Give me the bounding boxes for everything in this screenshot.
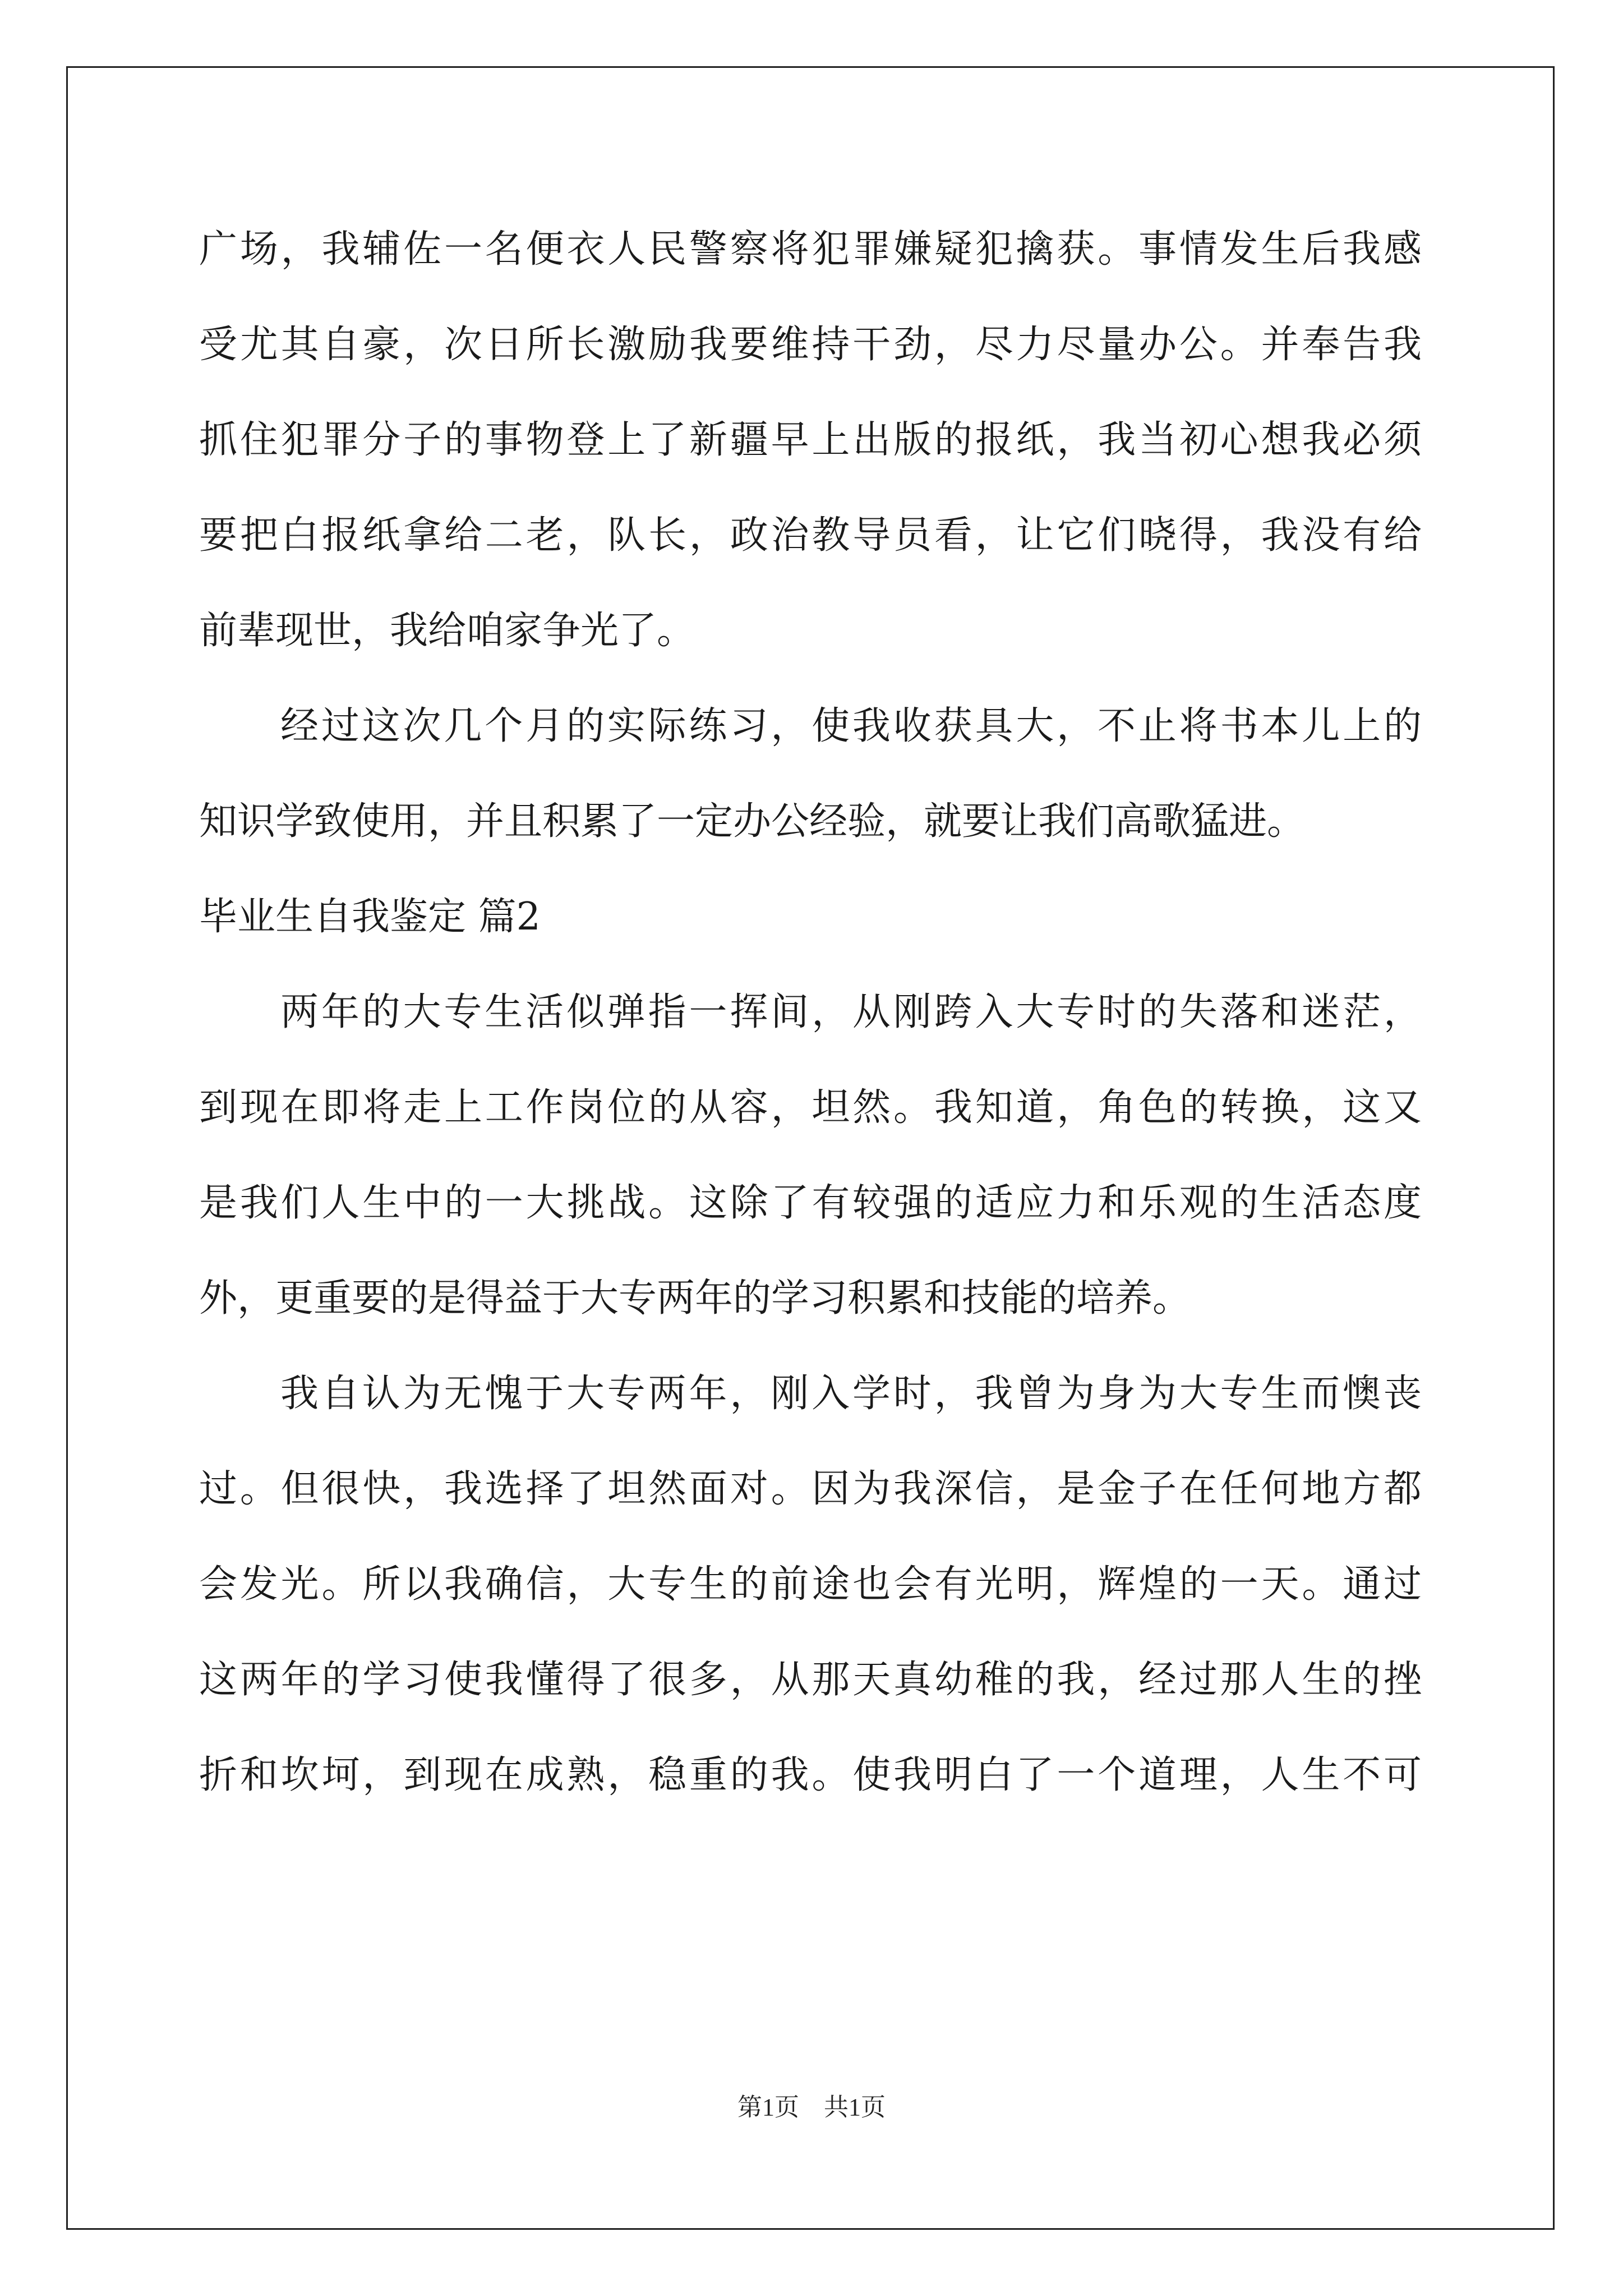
text-line: 抓住犯罪分子的事物登上了新疆早上出版的报纸，我当初心想我必须 [199, 418, 1422, 462]
text-line: 外，更重要的是得益于大专两年的学习积累和技能的培养。 [199, 1276, 1191, 1320]
text-line: 到现在即将走上工作岗位的从容，坦然。我知道，角色的转换，这又 [199, 1085, 1422, 1130]
text-line: 前辈现世，我给咱家争光了。 [199, 609, 695, 653]
text-line: 两年的大专生活似弹指一挥间，从刚跨入大专时的失落和迷茫， [280, 990, 1422, 1034]
text-line: 经过这次几个月的实际练习，使我收获具大，不止将书本儿上的 [280, 704, 1422, 748]
text-line: 知识学致使用，并且积累了一定办公经验，就要让我们高歌猛进。 [199, 799, 1306, 844]
text-line: 过。但很快，我选择了坦然面对。因为我深信，是金子在任何地方都 [199, 1467, 1422, 1511]
text-line: 要把白报纸拿给二老，队长，政治教导员看，让它们晓得，我没有给 [199, 513, 1422, 558]
text-line: 广场，我辅佐一名便衣人民警察将犯罪嫌疑犯擒获。事情发生后我感 [199, 227, 1422, 272]
text-line: 是我们人生中的一大挑战。这除了有较强的适应力和乐观的生活态度 [199, 1181, 1422, 1225]
section-heading: 毕业生自我鉴定 篇2 [199, 895, 541, 939]
text-line: 折和坎坷，到现在成熟，稳重的我。使我明白了一个道理，人生不可 [199, 1753, 1422, 1797]
text-line: 这两年的学习使我懂得了很多，从那天真幼稚的我，经过那人生的挫 [199, 1658, 1422, 1702]
text-line: 会发光。所以我确信，大专生的前途也会有光明，辉煌的一天。通过 [199, 1562, 1422, 1607]
text-line: 我自认为无愧于大专两年，刚入学时，我曾为身为大专生而懊丧 [280, 1372, 1422, 1416]
text-line: 受尤其自豪，次日所长激励我要维持干劲，尽力尽量办公。并奉告我 [199, 323, 1422, 367]
page-number: 第1页 共1页 [737, 2093, 886, 2121]
document-body [199, 202, 1422, 1823]
